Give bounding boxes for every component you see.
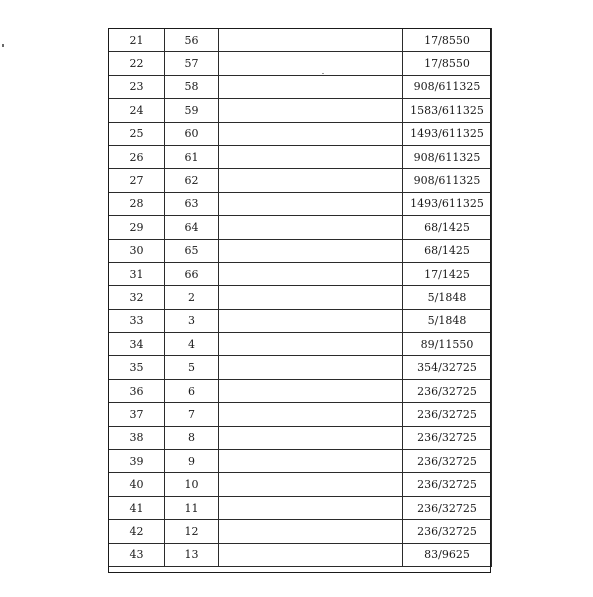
index-cell: 43	[109, 543, 165, 566]
index-cell: 40	[109, 473, 165, 496]
blank-cell	[219, 520, 403, 543]
fraction-cell: 68/1425	[403, 216, 492, 239]
index-cell: 39	[109, 450, 165, 473]
blank-cell	[219, 52, 403, 75]
fraction-cell: 908/611325	[403, 169, 492, 192]
index-cell: 41	[109, 496, 165, 519]
code-cell: 60	[165, 122, 219, 145]
blank-cell	[219, 426, 403, 449]
code-cell: 63	[165, 192, 219, 215]
table-row	[109, 216, 492, 239]
blank-cell	[219, 286, 403, 309]
table-row	[109, 426, 492, 449]
blank-cell	[219, 216, 403, 239]
fraction-cell: 68/1425	[403, 239, 492, 262]
code-cell: 3	[165, 309, 219, 332]
table-row	[109, 75, 492, 98]
scan-speck	[2, 44, 4, 47]
table-row	[109, 122, 492, 145]
index-cell: 27	[109, 169, 165, 192]
table-row	[109, 333, 492, 356]
fraction-cell: 236/32725	[403, 473, 492, 496]
index-cell: 29	[109, 216, 165, 239]
code-cell: 61	[165, 145, 219, 168]
fraction-cell: 5/1848	[403, 286, 492, 309]
code-cell: 64	[165, 216, 219, 239]
code-cell: 65	[165, 239, 219, 262]
fraction-cell: 908/611325	[403, 75, 492, 98]
blank-cell	[219, 75, 403, 98]
index-cell: 33	[109, 309, 165, 332]
fraction-cell: 83/9625	[403, 543, 492, 566]
blank-cell	[219, 145, 403, 168]
table-row	[109, 99, 492, 122]
index-cell: 26	[109, 145, 165, 168]
blank-cell	[219, 169, 403, 192]
fraction-cell: 236/32725	[403, 520, 492, 543]
fraction-cell: 236/32725	[403, 496, 492, 519]
fraction-cell: 17/8550	[403, 29, 492, 52]
index-cell: 25	[109, 122, 165, 145]
table-row	[109, 450, 492, 473]
index-cell: 38	[109, 426, 165, 449]
code-cell: 11	[165, 496, 219, 519]
fraction-cell: 236/32725	[403, 426, 492, 449]
blank-cell	[219, 543, 403, 566]
table-row	[109, 52, 492, 75]
table-row	[109, 239, 492, 262]
fraction-cell: 17/8550	[403, 52, 492, 75]
index-cell: 34	[109, 333, 165, 356]
blank-cell	[219, 262, 403, 285]
code-cell: 59	[165, 99, 219, 122]
blank-cell	[219, 239, 403, 262]
table-row	[109, 309, 492, 332]
index-cell: 22	[109, 52, 165, 75]
blank-cell	[219, 192, 403, 215]
index-cell: 30	[109, 239, 165, 262]
table-row	[109, 473, 492, 496]
fraction-cell: 1583/611325	[403, 99, 492, 122]
table-row	[109, 192, 492, 215]
code-cell: 57	[165, 52, 219, 75]
index-cell: 24	[109, 99, 165, 122]
fraction-cell: 89/11550	[403, 333, 492, 356]
code-cell: 10	[165, 473, 219, 496]
blank-cell	[219, 333, 403, 356]
code-cell: 12	[165, 520, 219, 543]
index-cell: 37	[109, 403, 165, 426]
blank-cell	[219, 29, 403, 52]
table-row	[109, 29, 492, 52]
index-cell: 36	[109, 379, 165, 402]
fraction-cell: 236/32725	[403, 403, 492, 426]
table-row	[109, 145, 492, 168]
index-cell: 21	[109, 29, 165, 52]
table-row	[109, 286, 492, 309]
index-cell: 31	[109, 262, 165, 285]
blank-cell	[219, 403, 403, 426]
fraction-cell: 908/611325	[403, 145, 492, 168]
table-row	[109, 356, 492, 379]
index-cell: 42	[109, 520, 165, 543]
blank-cell	[219, 496, 403, 519]
fraction-cell: 1493/611325	[403, 122, 492, 145]
table-row	[109, 520, 492, 543]
table-row	[109, 169, 492, 192]
index-cell: 23	[109, 75, 165, 98]
blank-cell	[219, 473, 403, 496]
blank-cell	[219, 450, 403, 473]
code-cell: 7	[165, 403, 219, 426]
code-cell: 5	[165, 356, 219, 379]
code-cell: 8	[165, 426, 219, 449]
blank-cell	[219, 122, 403, 145]
fraction-cell: 5/1848	[403, 309, 492, 332]
code-cell: 9	[165, 450, 219, 473]
code-cell: 6	[165, 379, 219, 402]
code-cell: 62	[165, 169, 219, 192]
fraction-cell: 236/32725	[403, 450, 492, 473]
blank-cell	[219, 309, 403, 332]
table-body	[109, 29, 492, 567]
blank-cell	[219, 379, 403, 402]
index-cell: 28	[109, 192, 165, 215]
index-cell: 35	[109, 356, 165, 379]
table-row	[109, 403, 492, 426]
table-row	[109, 379, 492, 402]
code-cell: 56	[165, 29, 219, 52]
data-table	[108, 28, 492, 567]
code-cell: 66	[165, 262, 219, 285]
code-cell: 4	[165, 333, 219, 356]
code-cell: 13	[165, 543, 219, 566]
fraction-cell: 236/32725	[403, 379, 492, 402]
blank-cell	[219, 99, 403, 122]
fraction-cell: 1493/611325	[403, 192, 492, 215]
table-row	[109, 543, 492, 566]
index-cell: 32	[109, 286, 165, 309]
blank-cell	[219, 356, 403, 379]
fraction-cell: 354/32725	[403, 356, 492, 379]
code-cell: 58	[165, 75, 219, 98]
table-row	[109, 496, 492, 519]
table-row	[109, 262, 492, 285]
code-cell: 2	[165, 286, 219, 309]
data-table-container	[108, 28, 491, 567]
fraction-cell: 17/1425	[403, 262, 492, 285]
